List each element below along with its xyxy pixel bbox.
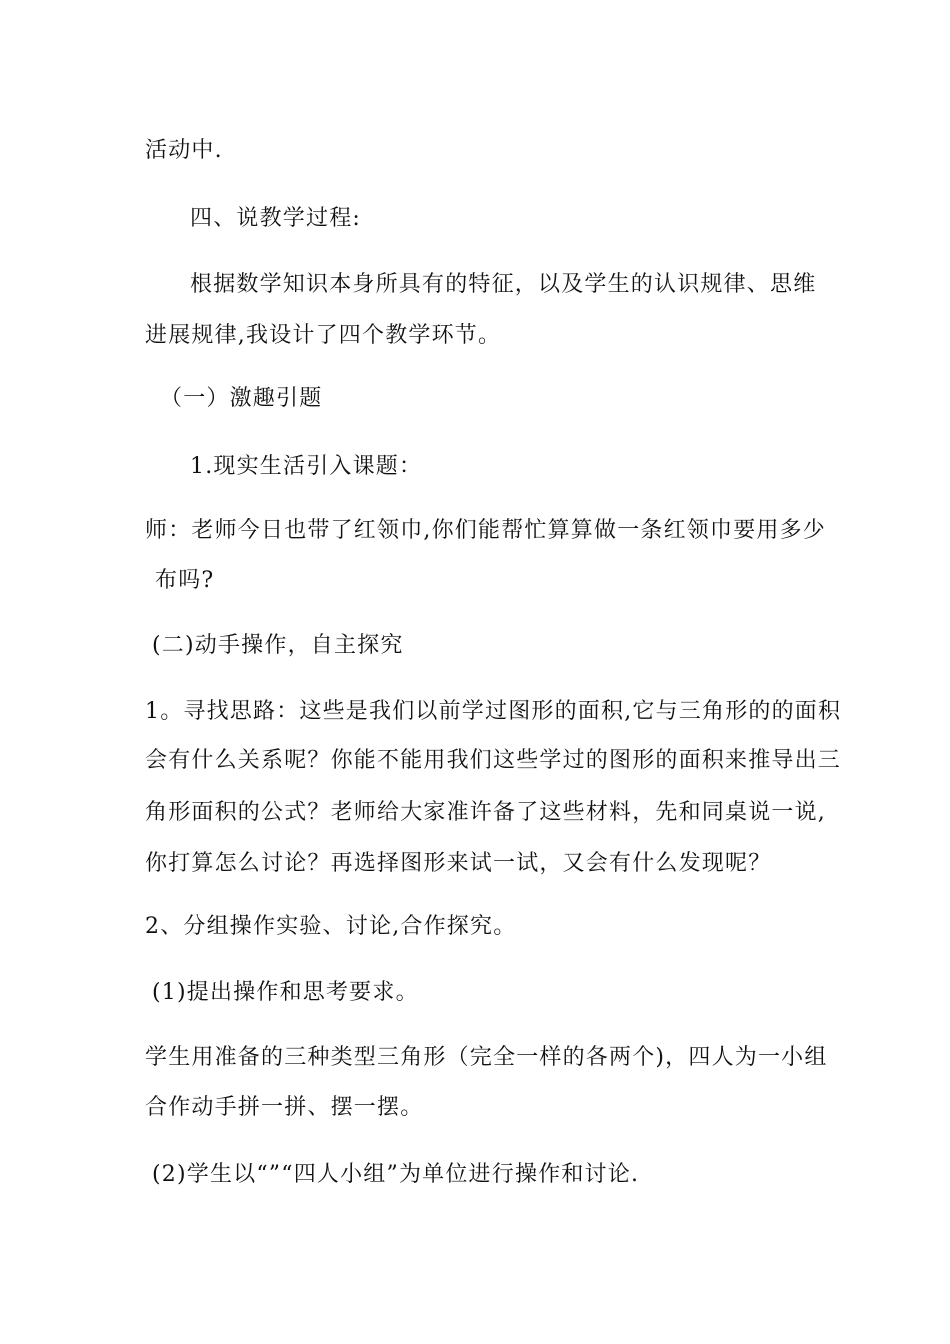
paragraph-line: 会有什么关系呢？你能不能用我们这些学过的图形的面积来推导出三 — [145, 748, 842, 773]
paragraph-line: 合作动手拼一拼、摆一摆。 — [145, 1095, 424, 1120]
paragraph-line: 学生用准备的三种类型三角形（完全一样的各两个)，四人为一小组 — [145, 1045, 828, 1070]
paragraph-line: 1。寻找思路：这些是我们以前学过图形的面积,它与三角形的的面积 — [145, 699, 842, 724]
subsection-heading: （一）激趣引题 — [160, 386, 323, 411]
paragraph-line: 你打算怎么讨论？再选择图形来试一试，又会有什么发现呢？ — [145, 851, 772, 876]
paragraph-line: 进展规律,我设计了四个教学环节。 — [145, 323, 502, 348]
subsection-heading: (二)动手操作，自主探究 — [152, 633, 404, 658]
list-item: 1.现实生活引入课题： — [190, 454, 423, 479]
paragraph-line: 活动中. — [145, 138, 223, 163]
paragraph-line: 师：老师今日也带了红领巾,你们能帮忙算算做一条红领巾要用多少 — [145, 518, 826, 543]
list-item: 2、分组操作实验、讨论,合作探究。 — [145, 914, 517, 939]
paragraph-line: 角形面积的公式？老师给大家准许备了这些材料，先和同桌说一说, — [145, 800, 826, 825]
section-heading: 四、说教学过程: — [190, 206, 362, 231]
paragraph-line: 布吗? — [155, 568, 215, 593]
paragraph-line: 根据数学知识本身所具有的特征，以及学生的认识规律、思维 — [190, 272, 817, 297]
list-item: (2)学生以“”“四人小组”为单位进行操作和讨论. — [152, 1162, 640, 1187]
list-item: (1)提出操作和思考要求。 — [152, 980, 419, 1005]
